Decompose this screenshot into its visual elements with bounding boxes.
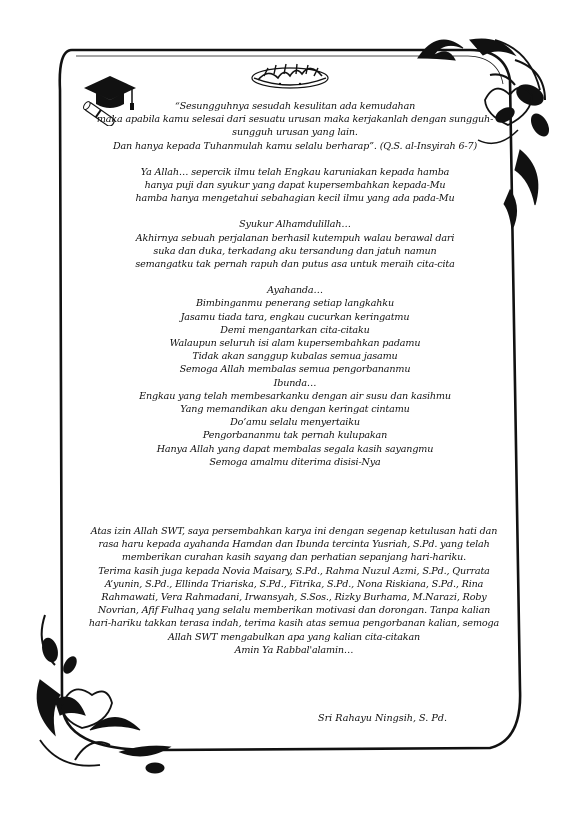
mother-line: Do’amu selalu menyertaiku — [230, 417, 360, 429]
gratitude-stanza — [70, 218, 520, 271]
quote-line: Dan hanya kepada Tuhanmulah kamu selalu berharap”. (Q.S. al-Insyirah 6-7) — [112, 140, 478, 152]
mother-line: Pengorbananmu tak pernah kulupakan — [202, 430, 388, 442]
father-line: Jasamu tiada tara, engkau cucurkan keringatmu — [180, 311, 410, 323]
quranic-quote — [70, 100, 520, 153]
mother-line: Yang memandikan aku dengan keringat cintamu — [180, 404, 410, 416]
dedication-line: Rahmawati, Vera Rahmadani, Irwansyah, S.Sos., Rizky Burhama, M.Narazi, Roby — [101, 592, 487, 604]
father-line: Bimbinganmu penerang setiap langkahku — [195, 298, 395, 310]
gratitude-line: semangatku tak pernah rapuh dan putus asa untuk meraih cita-cita — [135, 259, 455, 271]
mother-line: Engkau yang telah membesarkanku dengan air susu dan kasihmu — [139, 390, 451, 402]
quote-line: “Sesungguhnya sesudah kesulitan ada kemudahan — [174, 101, 416, 112]
father-line: Ayahanda… — [267, 285, 323, 297]
prayer-line: Ya Allah… sepercik ilmu telah Engkau karuniakan kepada hamba — [140, 166, 450, 178]
father-line: Tidak akan sanggup kubalas semua jasamu — [192, 351, 398, 363]
mother-stanza — [70, 377, 520, 469]
gratitude-line: Akhirnya sebuah perjalanan berhasil kutempuh walau berawal dari — [135, 232, 455, 244]
dedication-line: Terima kasih juga kepada Novia Maisary, S.Pd., Rahma Nuzul Azmi, S.Pd., Qurrata — [98, 565, 490, 577]
dedication-paragraph — [68, 525, 520, 657]
father-line: Walaupun seluruh isi alam kupersembahkan padamu — [169, 338, 421, 350]
quote-line: maka apabila kamu selesai dari sesuatu urusan maka kerjakanlah dengan sungguh- — [96, 114, 494, 126]
poem-body — [70, 100, 520, 469]
prayer-stanza — [70, 166, 520, 206]
father-line: Demi mengantarkan cita-citaku — [220, 324, 370, 336]
quote-line: sungguh urusan yang lain. — [232, 127, 358, 139]
gratitude-line: Syukur Alhamdulillah… — [239, 219, 351, 231]
dedication-line: A’yunin, S.Pd., Ellinda Triariska, S.Pd., Fitrika, S.Pd., Nona Riskiana, S.Pd., Rina — [104, 578, 484, 590]
author-signature: Sri Rahayu Ningsih, S. Pd. — [318, 713, 448, 724]
prayer-line: hanya puji dan syukur yang dapat kupersembahkan kepada-Mu — [144, 180, 446, 192]
dedication-line: Amin Ya Rabbal'alamin… — [234, 644, 354, 656]
father-line: Semoga Allah membalas semua pengorbananmu — [179, 364, 411, 376]
mother-line: Hanya Allah yang dapat membalas segala kasih sayangmu — [156, 443, 434, 455]
calligraphy-ornament — [250, 62, 330, 90]
mother-line: Semoga amalmu diterima disisi-Nya — [209, 456, 381, 468]
dedication-line: rasa haru kepada ayahanda Hamdan dan Ibunda tercinta Yusriah, S.Pd. yang telah — [98, 539, 490, 551]
father-stanza — [70, 284, 520, 376]
gratitude-line: suka dan duka, terkadang aku tersandung dan jatuh namun — [153, 245, 437, 257]
mother-line: Ibunda… — [273, 377, 317, 389]
dedication-line: Novrian, Afif Fulhaq yang selalu memberikan motivasi dan dorongan. Tanpa kalian — [97, 605, 491, 617]
dedication-line: memberikan curahan kasih sayang dan perhatian sepanjang hari-hariku. — [121, 552, 467, 564]
dedication-line: hari-hariku takkan terasa indah, terima kasih atas semua pengorbanan kalian, semoga — [88, 618, 500, 630]
dedication-line: Allah SWT mengabulkan apa yang kalian cita-citakan — [167, 631, 421, 643]
prayer-line: hamba hanya mengetahui sebahagian kecil ilmu yang ada pada-Mu — [135, 193, 455, 205]
dedication-line: Atas izin Allah SWT, saya persembahkan karya ini dengan segenap ketulusan hati dan — [90, 526, 498, 537]
